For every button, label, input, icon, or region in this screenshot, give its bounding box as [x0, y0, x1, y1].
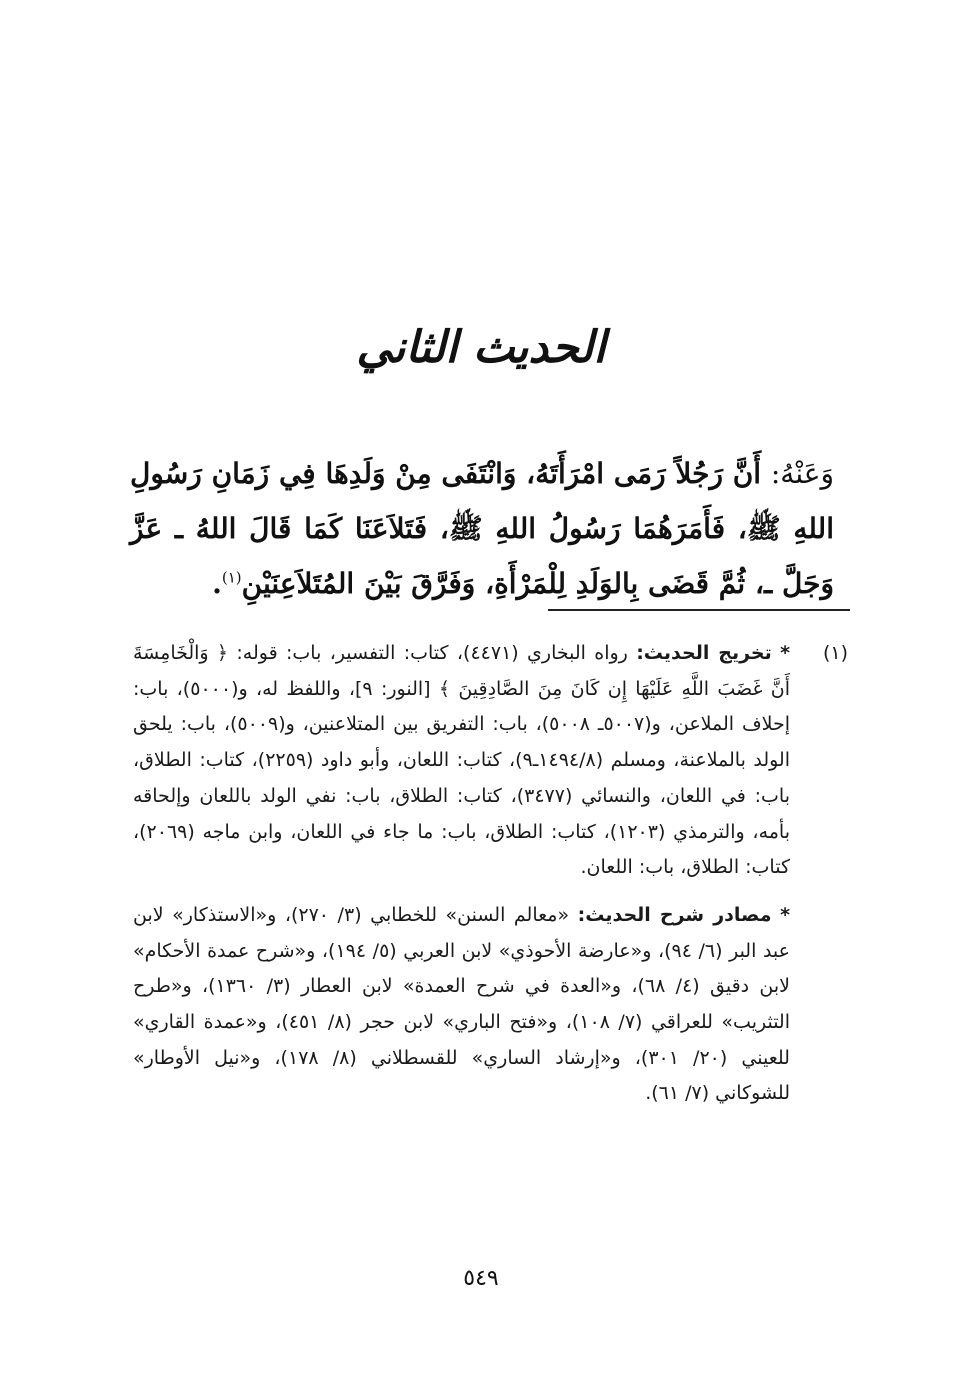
sources-label: مصادر شرح الحديث:: [577, 903, 772, 926]
takhrij-label: تخريج الحديث:: [636, 642, 772, 664]
hadith-body: أَنَّ رَجُلاً رَمَى امْرَأَتَهُ، وَانْتَفَى مِنْ وَلَدِهَا فِي زَمَانِ رَسُولِ اللهِ ﷺ، فَأَمَرَهُمَا رَسُولُ اللهِ ﷺ، فَتَلاَعَنَا كَمَا قَالَ اللهُ ـ عَزَّ وَجَلَّ ـ، ثُمَّ قَضَى بِالوَلَدِ لِلْمَرْأَةِ، وَفَرَّقَ بَيْنَ المُتَلاَعِنَيْنِ: [130, 457, 834, 600]
star-marker: *: [780, 903, 791, 926]
hadith-text: [130, 446, 834, 611]
chapter-title: الحديث الثاني: [356, 322, 606, 373]
footnote-1: [133, 636, 848, 1112]
sources-paragraph: [133, 898, 790, 1112]
hadith-end: .: [212, 567, 222, 600]
hadith-intro: وَعَنْهُ:: [770, 457, 834, 490]
sources-text: «معالم السنن» للخطابي (٣/ ٢٧٠)، و«الاستذكار» لابن عبد البر (٦/ ٩٤)، و«عارضة الأحوذي» لابن العربي (٥/ ١٩٤)، و«شرح عمدة الأحكام» لابن دقيق (٤/ ٦٨)، و«العدة في شرح العمدة» لابن العطار (٣/ ١٣٦٠)، و«طرح التثريب» للعراقي (٧/ ١٠٨)، و«فتح الباري» لابن حجر (٨/ ٤٥١)، و«عمدة القاري» للعيني (٢٠/ ٣٠١)، و«إرشاد الساري» للقسطلاني (٨/ ١٧٨)، و«نيل الأوطار» للشوكاني (٧/ ٦١).: [133, 903, 790, 1105]
takhrij-text: رواه البخاري (٤٤٧١)، كتاب: التفسير، باب: قوله: ﴿ وَالْخَامِسَةَ أَنَّ غَضَبَ اللَّهِ عَلَيْهَا إِن كَانَ مِنَ الصَّادِقِينَ ﴾ [النور: ٩]، واللفظ له، و(٥٠٠٠)، باب: إحلاف الملاعن، و(٥٠٠٧ـ ٥٠٠٨)، باب: التفريق بين المتلاعنين، و(٥٠٠٩)، باب: يلحق الولد بالملاعنة، ومسلم (١٤٩٤/٨ـ٩)، كتاب: اللعان، وأبو داود (٢٢٥٩)، كتاب: الطلاق، باب: في اللعان، والنسائي (٣٤٧٧)، كتاب: الطلاق، باب: نفي الولد باللعان وإلحاقه بأمه، والترمذي (١٢٠٣)، كتاب: الطلاق، باب: ما جاء في اللعان، وابن ماجه (٢٠٦٩)، كتاب: الطلاق، باب: اللعان.: [133, 642, 791, 879]
footnotes: [133, 636, 848, 1112]
star-marker: *: [780, 642, 790, 664]
footnote-reference[interactable]: (١): [221, 568, 242, 587]
footnote-divider: [548, 609, 850, 611]
takhrij-paragraph: [133, 636, 790, 886]
page-number: ٥٤٩: [463, 1266, 499, 1291]
footnote-number: (١): [822, 642, 848, 664]
